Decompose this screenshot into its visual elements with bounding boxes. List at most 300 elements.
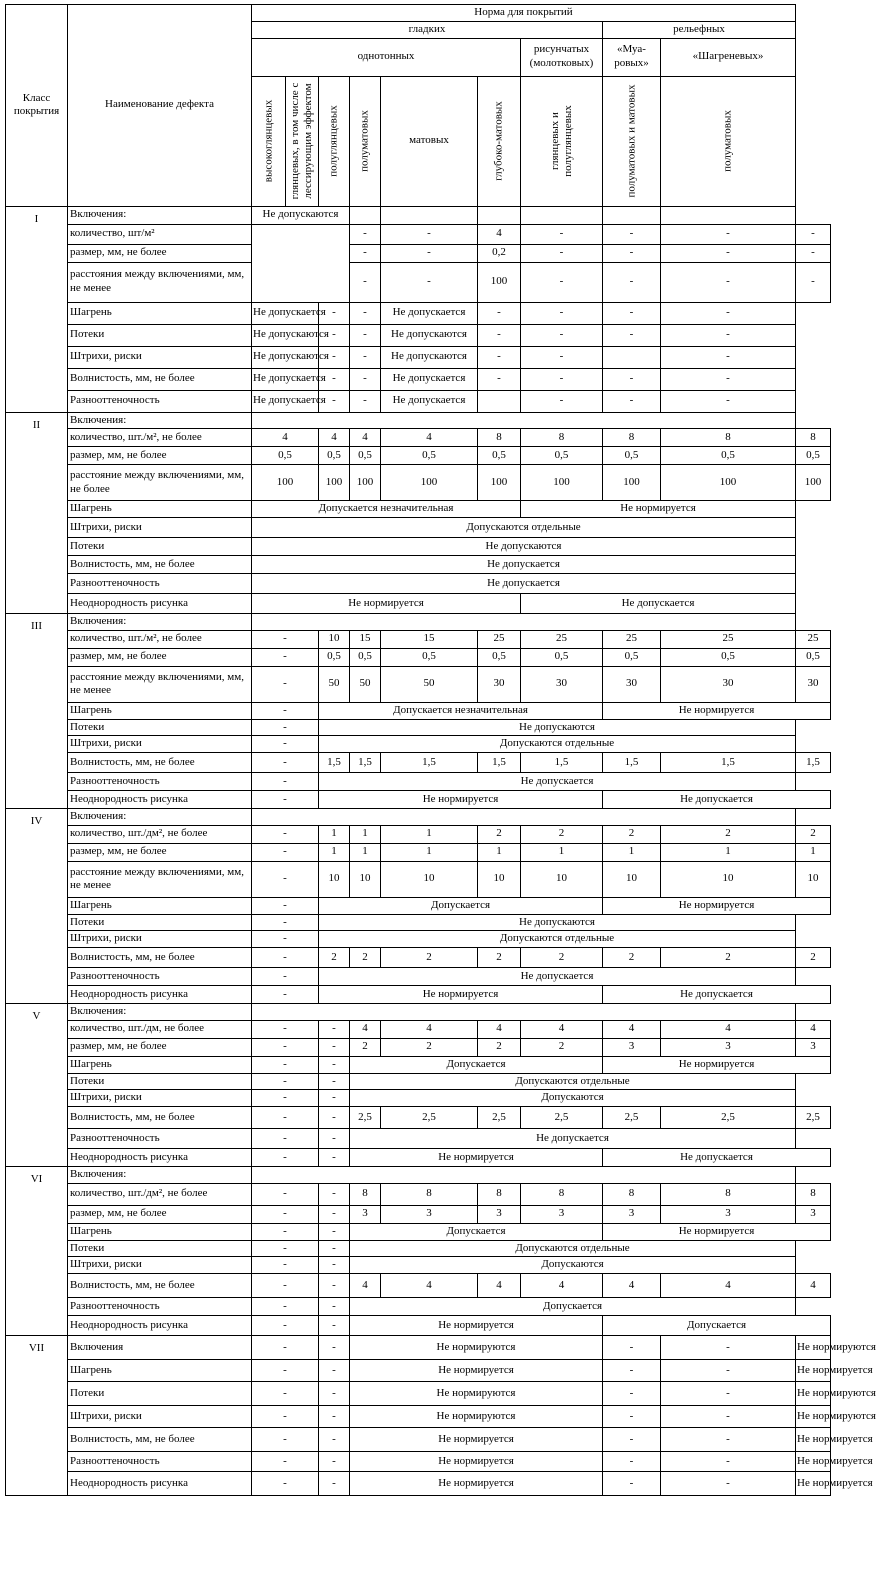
norm-cell: 2 xyxy=(521,1038,603,1056)
table-row xyxy=(6,1183,831,1205)
norm-cell: 3 xyxy=(521,1205,603,1223)
norm-cell xyxy=(252,412,796,429)
norm-cell: 2 xyxy=(796,825,831,843)
norm-cell: 100 xyxy=(521,465,603,501)
norm-cell: 2 xyxy=(661,825,796,843)
norm-cell: Не допускается xyxy=(252,556,796,574)
norm-cell: 2 xyxy=(381,948,478,968)
norm-cell: 8 xyxy=(381,1183,478,1205)
norm-cell: 50 xyxy=(319,666,350,702)
table-row xyxy=(6,1406,831,1428)
norm-cell: - xyxy=(252,968,319,986)
defect-name: Включения: xyxy=(68,1167,252,1184)
norm-cell: Не нормируется xyxy=(521,501,796,518)
norm-cell: - xyxy=(319,1183,350,1205)
norm-cell: 0,5 xyxy=(381,447,478,465)
norm-cell: 0,5 xyxy=(661,648,796,666)
shagren-header: «Шагреневых» xyxy=(661,38,796,76)
norm-cell: Не допускаются xyxy=(252,324,319,346)
norm-cell: 2,5 xyxy=(603,1107,661,1129)
norm-cell: Не нормируется xyxy=(603,897,831,914)
norm-cell: 4 xyxy=(381,429,478,447)
norm-cell: - xyxy=(252,1257,319,1274)
norm-cell: Не нормируется xyxy=(252,594,521,614)
col-header-matte: матовых xyxy=(381,76,478,206)
norm-cell: - xyxy=(252,843,319,861)
norm-cell: Допускаются отдельные xyxy=(350,1073,796,1090)
table-row xyxy=(6,753,831,773)
norm-cell: 4 xyxy=(478,1020,521,1038)
defect-name: размер, мм, не более xyxy=(68,1205,252,1223)
defect-name: Волнистость, мм, не более xyxy=(68,753,252,773)
norm-cell: - xyxy=(319,390,350,412)
norm-cell: 2 xyxy=(661,948,796,968)
norm-cell: - xyxy=(319,1038,350,1056)
norm-cell: Не допускаются xyxy=(252,538,796,556)
norm-cell: - xyxy=(319,1298,350,1316)
norm-cell xyxy=(478,206,521,224)
norm-cell: - xyxy=(319,1240,350,1257)
norm-cell: - xyxy=(252,897,319,914)
norm-cell: 25 xyxy=(478,630,521,648)
norm-cell: 3 xyxy=(796,1038,831,1056)
norm-cell: 25 xyxy=(521,630,603,648)
norm-cell: - xyxy=(319,1336,350,1360)
norm-cell: 100 xyxy=(603,465,661,501)
defect-name: Разнооттеночность xyxy=(68,968,252,986)
norm-cell: 1 xyxy=(478,843,521,861)
norm-cell xyxy=(521,206,603,224)
defect-name: Разнооттеночность xyxy=(68,773,252,791)
defect-name: Волнистость, мм, не более xyxy=(68,556,252,574)
norm-cell: 1,5 xyxy=(661,753,796,773)
defect-name: Разнооттеночность xyxy=(68,1298,252,1316)
table-row xyxy=(6,1257,831,1274)
table-row xyxy=(6,666,831,702)
norm-cell: - xyxy=(319,1020,350,1038)
defect-name: расстояние между включениями, мм, не более xyxy=(68,465,252,501)
table-row xyxy=(6,206,831,224)
norm-cell: - xyxy=(661,262,796,302)
table-row xyxy=(6,1073,831,1090)
norm-cell: - xyxy=(350,390,381,412)
norm-cell: 0,5 xyxy=(521,648,603,666)
table-row xyxy=(6,1298,831,1316)
norm-cell: 0,5 xyxy=(319,648,350,666)
norm-cell: - xyxy=(252,1382,319,1406)
norm-cell: - xyxy=(252,648,319,666)
norm-cell: Не нормируется xyxy=(319,791,603,809)
table-row xyxy=(6,1274,831,1298)
norm-cell: - xyxy=(381,244,478,262)
norm-cell: Не нормируются xyxy=(350,1382,603,1406)
norm-cell: Не допускается xyxy=(603,1149,831,1167)
norm-cell: 4 xyxy=(478,224,521,244)
defect-name: Разнооттеночность xyxy=(68,574,252,594)
norm-cell: - xyxy=(319,1056,350,1073)
defect-name: Шагрень xyxy=(68,501,252,518)
defect-name: Включения: xyxy=(68,809,252,826)
norm-cell: - xyxy=(661,1360,796,1382)
table-row xyxy=(6,719,831,736)
norm-cell: - xyxy=(521,224,603,244)
norm-cell: Не нормируется xyxy=(796,1360,831,1382)
norm-cell: 30 xyxy=(478,666,521,702)
norm-cell: 1,5 xyxy=(521,753,603,773)
norm-cell: - xyxy=(661,1336,796,1360)
table-row xyxy=(6,1382,831,1406)
norm-cell: - xyxy=(319,1223,350,1240)
defect-name: Волнистость, мм, не более xyxy=(68,1107,252,1129)
norm-cell: Не нормируется xyxy=(319,986,603,1004)
norm-cell: - xyxy=(252,1205,319,1223)
norm-cell: 2 xyxy=(603,825,661,843)
norm-cell: 4 xyxy=(661,1274,796,1298)
table-row xyxy=(6,1223,831,1240)
defect-name: Потеки xyxy=(68,719,252,736)
norm-cell: 2 xyxy=(796,948,831,968)
norm-cell: 30 xyxy=(796,666,831,702)
norm-cell: - xyxy=(319,1257,350,1274)
norm-cell: 10 xyxy=(350,861,381,897)
table-row xyxy=(6,538,831,556)
norm-cell: - xyxy=(350,244,381,262)
norm-cell: Не нормируется xyxy=(603,702,831,719)
norm-cell: - xyxy=(319,1428,350,1452)
norm-cell: 0,5 xyxy=(603,648,661,666)
norm-cell: 2 xyxy=(478,1038,521,1056)
table-row xyxy=(6,1316,831,1336)
norm-cell: Не нормируется xyxy=(603,1223,831,1240)
table-row xyxy=(6,447,831,465)
defect-name: Неоднородность рисунка xyxy=(68,791,252,809)
norm-cell: 1,5 xyxy=(319,753,350,773)
norm-cell: Не допускается xyxy=(350,1129,796,1149)
norm-cell: 4 xyxy=(478,1274,521,1298)
norm-cell: Допускаются xyxy=(350,1090,796,1107)
class-label: VII xyxy=(6,1336,68,1496)
norm-cell: - xyxy=(319,302,350,324)
norm-cell: - xyxy=(319,1316,350,1336)
norm-cell: Не нормируются xyxy=(796,1336,831,1360)
defect-name: Шагрень xyxy=(68,702,252,719)
norm-cell: 1 xyxy=(319,825,350,843)
norm-cell: - xyxy=(661,302,796,324)
defect-name: расстояние между включениями, мм, не менее xyxy=(68,861,252,897)
norm-cell: - xyxy=(350,224,381,244)
norm-cell: 8 xyxy=(603,429,661,447)
defect-name: Включения: xyxy=(68,412,252,429)
norm-cell xyxy=(661,206,796,224)
norm-cell: 0,2 xyxy=(478,244,521,262)
norm-cell: 1,5 xyxy=(796,753,831,773)
norm-cell: - xyxy=(521,302,603,324)
norm-cell: 2,5 xyxy=(796,1107,831,1129)
norm-cell: - xyxy=(319,368,350,390)
table-row xyxy=(6,1336,831,1360)
norm-cell xyxy=(350,206,381,224)
norm-cell: Не нормируется xyxy=(603,1056,831,1073)
defect-name: Штрихи, риски xyxy=(68,1090,252,1107)
norm-cell: Не допускаются xyxy=(319,719,796,736)
norm-cell: - xyxy=(252,1240,319,1257)
norm-cell: 100 xyxy=(796,465,831,501)
norm-cell: Не нормируется xyxy=(350,1452,603,1472)
norm-cell xyxy=(252,1167,796,1184)
norm-cell: 1 xyxy=(350,843,381,861)
defect-name: количество, шт./дм², не более xyxy=(68,1183,252,1205)
norm-cell: 1 xyxy=(381,825,478,843)
norm-cell: 0,5 xyxy=(478,447,521,465)
norm-cell: Не допускается xyxy=(252,368,319,390)
table-row xyxy=(6,825,831,843)
table-row xyxy=(6,773,831,791)
defect-name: Потеки xyxy=(68,914,252,931)
norm-cell: Не нормируются xyxy=(350,1406,603,1428)
norm-cell: - xyxy=(252,1149,319,1167)
norm-cell: - xyxy=(603,302,661,324)
norm-cell: Не нормируется xyxy=(350,1428,603,1452)
defect-name: Волнистость, мм, не более xyxy=(68,368,252,390)
norm-cell: 3 xyxy=(603,1038,661,1056)
norm-cell: 2 xyxy=(350,1038,381,1056)
table-row xyxy=(6,262,831,302)
norm-cell: 0,5 xyxy=(796,648,831,666)
norm-cell: 10 xyxy=(521,861,603,897)
norm-cell: - xyxy=(252,791,319,809)
col-header-semi-gloss: полуглянцевых xyxy=(319,76,350,206)
norm-cell: - xyxy=(252,666,319,702)
class-label: III xyxy=(6,614,68,809)
norm-cell: - xyxy=(319,1073,350,1090)
norm-cell xyxy=(252,1004,796,1021)
defect-name: Шагрень xyxy=(68,897,252,914)
norm-cell: Не нормируется xyxy=(350,1360,603,1382)
class-label: II xyxy=(6,412,68,614)
norm-cell: - xyxy=(252,630,319,648)
norm-cell: - xyxy=(252,1406,319,1428)
class-label: I xyxy=(6,206,68,412)
norm-cell: Допускаются отдельные xyxy=(319,736,796,753)
table-row xyxy=(6,614,831,631)
norm-cell: 3 xyxy=(661,1205,796,1223)
defect-name: Шагрень xyxy=(68,1223,252,1240)
moire-header: «Муа-ровых» xyxy=(603,38,661,76)
table-row xyxy=(6,1004,831,1021)
defect-name-column-header: Наименование дефекта xyxy=(68,5,252,207)
norm-cell: - xyxy=(252,1073,319,1090)
table-row xyxy=(6,809,831,826)
norm-cell: 2 xyxy=(521,948,603,968)
norm-cell: Не допускаются xyxy=(252,206,350,224)
norm-cell: - xyxy=(661,224,796,244)
norm-cell: - xyxy=(319,1129,350,1149)
norm-cell: - xyxy=(252,719,319,736)
norm-cell: - xyxy=(350,324,381,346)
norm-cell: 8 xyxy=(796,429,831,447)
norm-cell: 0,5 xyxy=(350,447,381,465)
norm-cell: 2 xyxy=(319,948,350,968)
norm-cell: - xyxy=(603,390,661,412)
norm-cell: 4 xyxy=(319,429,350,447)
norm-cell: 4 xyxy=(350,1020,381,1038)
norm-cell: 1 xyxy=(796,843,831,861)
norm-cell: 2,5 xyxy=(521,1107,603,1129)
defect-name: Потеки xyxy=(68,1240,252,1257)
norm-cell: 4 xyxy=(252,429,319,447)
norm-cell: 8 xyxy=(478,429,521,447)
table-row xyxy=(6,1090,831,1107)
smooth-header: гладких xyxy=(252,21,603,38)
norm-cell: - xyxy=(252,1360,319,1382)
norm-cell: 2 xyxy=(478,825,521,843)
norm-cell: - xyxy=(603,1472,661,1496)
defect-name: Неоднородность рисунка xyxy=(68,594,252,614)
defect-name: Разнооттеночность xyxy=(68,1452,252,1472)
defect-name: размер, мм, не более xyxy=(68,244,252,262)
norm-cell xyxy=(381,206,478,224)
norm-cell: 50 xyxy=(381,666,478,702)
norm-cell: - xyxy=(252,753,319,773)
norm-cell: 4 xyxy=(381,1274,478,1298)
norm-cell: - xyxy=(603,368,661,390)
norm-cell: 1 xyxy=(381,843,478,861)
norm-cell: 0,5 xyxy=(478,648,521,666)
norm-cell: 15 xyxy=(350,630,381,648)
norm-cell: 2,5 xyxy=(381,1107,478,1129)
norm-cell: - xyxy=(478,302,521,324)
norm-cell: 4 xyxy=(350,429,381,447)
norm-cell: 1 xyxy=(603,843,661,861)
defect-name: количество, шт/м² xyxy=(68,224,252,244)
defect-name: Штрихи, риски xyxy=(68,346,252,368)
norm-cell: 3 xyxy=(381,1205,478,1223)
norm-cell: Не допускается xyxy=(521,594,796,614)
col-header-pattern-gloss: глянцевых и полуглянцевых xyxy=(521,76,603,206)
norm-cell: Допускаются отдельные xyxy=(319,931,796,948)
table-row xyxy=(6,986,831,1004)
col-header-high-gloss: высокоглянцевых xyxy=(252,76,286,206)
defect-name: Штрихи, риски xyxy=(68,931,252,948)
norm-cell: Не допускается xyxy=(381,390,478,412)
col-header-shagren-semi-matte: полуматовых xyxy=(661,76,796,206)
norm-header: Норма для покрытий xyxy=(252,5,796,22)
norm-cell: 0,5 xyxy=(350,648,381,666)
norm-cell: Допускается xyxy=(350,1223,603,1240)
table-row xyxy=(6,346,831,368)
defect-name: расстояние между включениями, мм, не менее xyxy=(68,666,252,702)
norm-cell: Не допускается xyxy=(319,968,796,986)
class-label: VI xyxy=(6,1167,68,1336)
norm-cell: 0,5 xyxy=(381,648,478,666)
table-row xyxy=(6,1360,831,1382)
norm-cell: - xyxy=(521,368,603,390)
norm-cell: 100 xyxy=(661,465,796,501)
defect-name: Разнооттеночность xyxy=(68,1129,252,1149)
defect-name: Потеки xyxy=(68,324,252,346)
norm-cell: - xyxy=(381,224,478,244)
defect-name: Включения: xyxy=(68,1004,252,1021)
defect-name: Штрихи, риски xyxy=(68,1257,252,1274)
norm-cell: 2 xyxy=(350,948,381,968)
table-row xyxy=(6,630,831,648)
norm-cell: Не допускаются xyxy=(319,914,796,931)
defect-name: размер, мм, не более xyxy=(68,648,252,666)
norm-cell: 4 xyxy=(381,1020,478,1038)
norm-cell: 2 xyxy=(603,948,661,968)
norm-cell: - xyxy=(661,390,796,412)
table-row xyxy=(6,1149,831,1167)
norm-cell: - xyxy=(661,1472,796,1496)
defect-name: размер, мм, не более xyxy=(68,843,252,861)
defect-name: Потеки xyxy=(68,1382,252,1406)
norm-cell: 0,5 xyxy=(661,447,796,465)
norm-cell: - xyxy=(252,948,319,968)
norm-cell: - xyxy=(319,1274,350,1298)
defect-name: Шагрень xyxy=(68,302,252,324)
defect-name: Разнооттеночность xyxy=(68,390,252,412)
defect-name: размер, мм, не более xyxy=(68,1038,252,1056)
norm-cell: Допускаются отдельные xyxy=(350,1240,796,1257)
norm-cell xyxy=(252,614,796,631)
norm-cell: - xyxy=(319,1205,350,1223)
defect-name: Шагрень xyxy=(68,1360,252,1382)
norm-cell: Допускаются xyxy=(350,1257,796,1274)
table-row xyxy=(6,244,831,262)
norm-cell: - xyxy=(252,736,319,753)
norm-cell: 10 xyxy=(319,861,350,897)
norm-cell: 0,5 xyxy=(796,447,831,465)
norm-cell: 4 xyxy=(603,1274,661,1298)
table-row xyxy=(6,791,831,809)
table-row xyxy=(6,1107,831,1129)
norm-cell: - xyxy=(661,1452,796,1472)
defect-name: Неоднородность рисунка xyxy=(68,1472,252,1496)
norm-cell: - xyxy=(252,914,319,931)
norm-cell: Допускается xyxy=(319,897,603,914)
norm-cell: - xyxy=(252,1129,319,1149)
defect-name: Включения: xyxy=(68,206,252,224)
norm-cell: 10 xyxy=(796,861,831,897)
norm-cell: - xyxy=(521,324,603,346)
norm-cell: - xyxy=(252,1336,319,1360)
norm-cell: - xyxy=(252,1223,319,1240)
norm-cell: Не допускается xyxy=(603,791,831,809)
defect-name: Неоднородность рисунка xyxy=(68,1316,252,1336)
norm-cell: 1 xyxy=(350,825,381,843)
norm-cell xyxy=(603,346,661,368)
norm-cell: - xyxy=(319,324,350,346)
norm-cell: 1,5 xyxy=(381,753,478,773)
norm-cell: - xyxy=(252,1020,319,1038)
table-row xyxy=(6,1020,831,1038)
table-row xyxy=(6,1472,831,1496)
norm-cell: - xyxy=(319,1406,350,1428)
norm-cell xyxy=(252,262,350,302)
defect-name: Шагрень xyxy=(68,1056,252,1073)
norm-cell: - xyxy=(319,1452,350,1472)
norm-cell: - xyxy=(603,1406,661,1428)
norm-cell: - xyxy=(603,1336,661,1360)
class-label: V xyxy=(6,1004,68,1167)
table-row xyxy=(6,1038,831,1056)
norm-cell: - xyxy=(252,986,319,1004)
norm-cell: 100 xyxy=(478,262,521,302)
table-row xyxy=(6,574,831,594)
norm-cell: 10 xyxy=(603,861,661,897)
norm-cell: Допускается xyxy=(350,1056,603,1073)
norm-cell: 50 xyxy=(350,666,381,702)
